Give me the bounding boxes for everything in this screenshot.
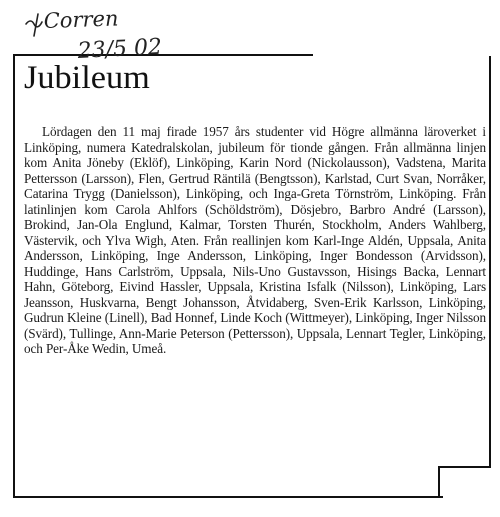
article-headline: Jubileum bbox=[24, 60, 150, 96]
clipping-torn-corner-side bbox=[438, 466, 440, 498]
handwritten-note bbox=[20, 4, 190, 64]
article-body: Lördagen den 11 maj firade 1957 års studenter vid Högre allmänna läroverket i Linköping, numera Katedralskolan, jubileum för tionde gången. Från allmänna linjen kom Anita Jöneby (Eklöf), Linköping, Karin Nord (Nickolausson), Vadstena, Marita Pettersson (Larsson), Flen, Gertrud Räntilä (Bengtsson), Karlstad, Curt Svan, Norråker, Catarina Trygg (Danielsson), Linköping, och Inga-Greta Törnström, Linköping. Från latinlinjen kom Carola Ahlfors (Schöldström), Dösjebro, Barbro André (Larsson), Brokind, Jan-Ola Englund, Kalmar, Torsten Thurén, Stockholm, Anders Wahlberg, Västervik, och Ylva Wigh, Aten. Från reallinjen kom Karl-Inge Aldén, Uppsala, Anita Andersson, Linköping, Inge Andersson, Linköping, Inger Bondesson (Arvidsson), Huddinge, Hans Carlström, Uppsala, Nils-Uno Gustavsson, Hisings Backa, Lennart Hahn, Göteborg, Eivind Hassler, Uppsala, Kristina Isfalk (Nilsson), Linköping, Lars Jeansson, Huskvarna, Bengt Johansson, Åtvidaberg, Sven-Erik Karlsson, Linköping, Gudrun Kleine (Linell), Bad Honnef, Linde Koch (Wittmeyer), Linköping, Inger Nilsson (Svärd), Tullinge, Ann-Marie Peterson (Pettersson), Uppsala, Lennart Tegler, Linköping, och Per-Åke Wedin, Umeå. bbox=[24, 124, 486, 356]
handwritten-source: Corren bbox=[43, 6, 119, 33]
clipping-edge-right bbox=[489, 56, 491, 466]
clipping-torn-corner bbox=[438, 466, 491, 468]
clipping-edge-bottom bbox=[13, 496, 443, 498]
handwritten-date: 23/5 02 bbox=[77, 34, 163, 64]
clipping-edge-left bbox=[13, 56, 15, 496]
